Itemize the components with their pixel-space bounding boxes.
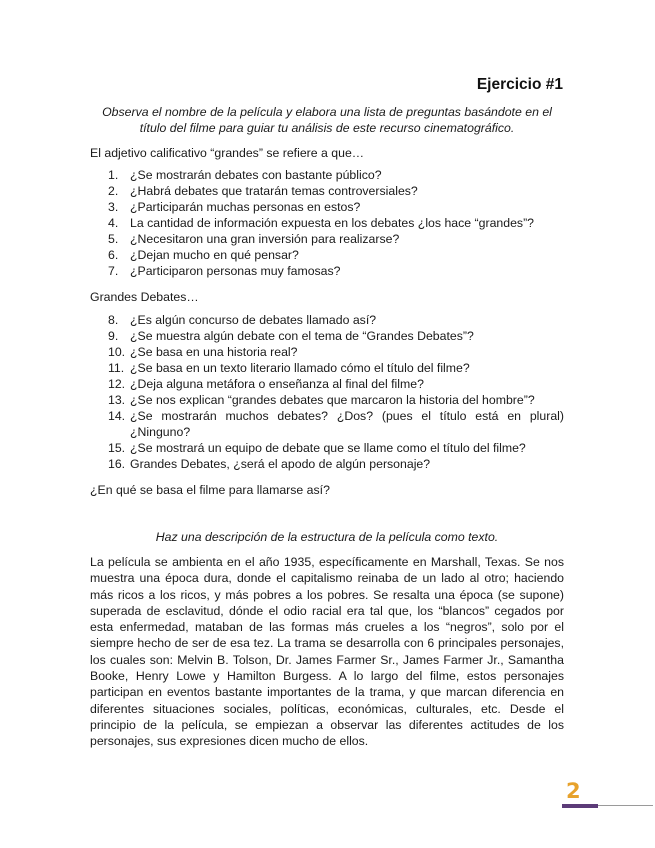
list-item: 8. ¿Es algún concurso de debates llamado así?	[108, 313, 377, 327]
page-title: Ejercicio #1	[476, 76, 563, 93]
intro-grandes: El adjetivo calificativo “grandes” se refiere a que…	[90, 146, 365, 160]
list-item: 7. ¿Participaron personas muy famosas?	[108, 264, 341, 278]
list-item: 11. ¿Se basa en un texto literario llamado cómo el título del filme?	[108, 361, 470, 375]
list-item: 14. ¿Se mostrarán muchos debates? ¿Dos? (pues el título está en plural) ¿Ninguno?	[108, 409, 564, 439]
body-paragraph: La película se ambienta en el año 1935, específicamente en Marshall, Texas. Se nos muestra una época dura, donde el capitalismo reinaba de un lado al otro; haciendo más ricos a los ricos, y más pobres a los pobres. Se resalta una época (se supone) superada de esclavitud, dónde el odio racial era tal que, los “blancos” cegados por esta enfermedad, mataban de las formas más crueles a los “negros”, solo por el siempre hecho de ser de esa tez. La trama se desarrolla con 6 principales personajes, los cuales son: Melvin B. Tolson, Dr. James Farmer Sr., James Farmer Jr., Samantha Booke, Henry Lowe y Hamilton Burgess. A lo largo del filme, estos personajes participan en eventos bastante importantes de la trama, y que marcan diferencia en diferentes situaciones sociales, políticas, económicas, culturales, etc. Desde el principio de la película, se empiezan a observar las diferentes actitudes de los personajes, sus expresiones dicen mucho de ellos.	[90, 555, 564, 749]
list-item: 13. ¿Se nos explican “grandes debates que marcaron la historia del hombre”?	[108, 393, 535, 407]
question-list-1	[108, 167, 564, 279]
intro-grandes-debates: Grandes Debates…	[90, 290, 199, 304]
list-item: 10. ¿Se basa en una historia real?	[108, 345, 298, 359]
list-item: 3. ¿Participarán muchas personas en estos?	[108, 200, 361, 214]
list-item: 16. Grandes Debates, ¿será el apodo de algún personaje?	[108, 457, 431, 471]
footer-rule-accent	[562, 804, 598, 808]
question-list-2	[108, 312, 564, 472]
page-number: 2	[566, 779, 581, 803]
list-item: 12. ¿Deja alguna metáfora o enseñanza al final del filme?	[108, 377, 424, 391]
list-item: 6. ¿Dejan mucho en qué pensar?	[108, 248, 299, 262]
footer-rule	[598, 805, 653, 806]
list-item: 9. ¿Se muestra algún debate con el tema de “Grandes Debates”?	[108, 329, 474, 343]
question-text: ¿En qué se basa el filme para llamarse así?	[90, 483, 330, 497]
list-item: 1. ¿Se mostrarán debates con bastante público?	[108, 168, 382, 182]
list-item: 2. ¿Habrá debates que tratarán temas controversiales?	[108, 184, 418, 198]
instruction-1: Observa el nombre de la película y elabora una lista de preguntas basándote en el título del filme para guiar tu análisis de este recurso cinematográfico.	[102, 105, 552, 135]
instruction-2: Haz una descripción de la estructura de la película como texto.	[155, 530, 499, 544]
list-item: 5. ¿Necesitaron una gran inversión para realizarse?	[108, 232, 400, 246]
list-item: 15. ¿Se mostrará un equipo de debate que se llame como el título del filme?	[108, 441, 526, 455]
list-item: 4. La cantidad de información expuesta en los debates ¿los hace “grandes”?	[108, 216, 535, 230]
